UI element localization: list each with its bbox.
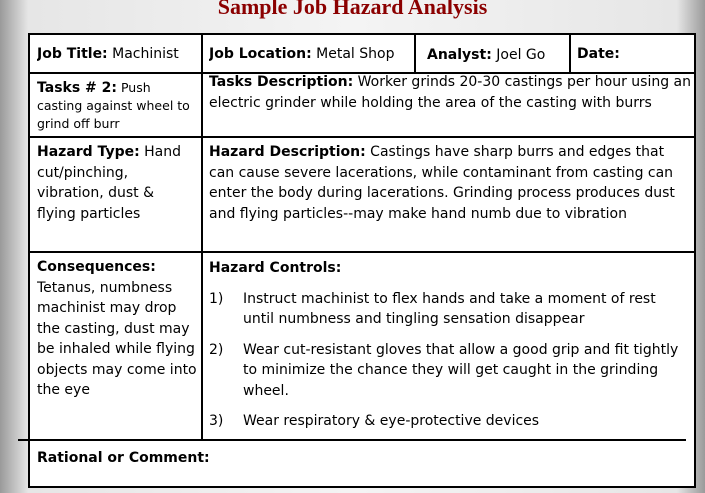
task-label: Tasks # 2: xyxy=(37,80,117,96)
job-location-cell xyxy=(209,44,414,65)
control-text: Wear respiratory & eye-protective devices xyxy=(243,413,540,429)
column-divider xyxy=(201,35,203,441)
job-title-cell xyxy=(37,44,197,65)
task-value: Push casting against wheel to grind off burr xyxy=(37,80,190,131)
row-divider xyxy=(18,439,686,441)
hazard-controls-label: Hazard Controls: xyxy=(209,260,342,276)
control-text: Instruct machinist to flex hands and take a moment of rest until numbness and tingling sensation disappear xyxy=(243,290,656,327)
analyst-cell xyxy=(427,45,567,66)
job-location-label: Job Location: xyxy=(209,46,312,62)
date-label: Date: xyxy=(577,46,620,62)
consequences-cell xyxy=(37,257,199,401)
rational-cell xyxy=(37,448,437,469)
task-cell xyxy=(37,79,199,133)
rational-label: Rational or Comment: xyxy=(37,450,210,466)
hazard-controls-cell xyxy=(209,258,689,432)
consequences-label: Consequences: xyxy=(37,259,156,275)
job-location-value: Metal Shop xyxy=(316,46,395,62)
date-cell xyxy=(577,44,692,65)
control-number: 2) xyxy=(209,341,224,358)
hazard-controls-list xyxy=(209,289,689,432)
control-number: 1) xyxy=(209,290,224,307)
column-divider xyxy=(569,35,571,72)
hazard-analysis-form xyxy=(28,33,696,488)
hazard-type-value: Hand cut/pinching, vibration, dust & flying particles xyxy=(37,144,182,222)
row-divider xyxy=(30,136,694,138)
hazard-type-cell xyxy=(37,142,197,224)
hazard-type-label: Hazard Type: xyxy=(37,144,140,160)
job-title-value: Machinist xyxy=(112,46,179,62)
hazard-description-label: Hazard Description: xyxy=(209,144,366,160)
page-title: Sample Job Hazard Analysis xyxy=(217,0,488,19)
control-item xyxy=(209,289,689,330)
task-description-label: Tasks Description: xyxy=(209,74,354,90)
control-number: 3) xyxy=(209,413,224,429)
analyst-label: Analyst: xyxy=(427,47,492,63)
control-item xyxy=(209,340,689,402)
job-title-label: Job Title: xyxy=(37,46,108,62)
row-divider xyxy=(30,251,694,253)
control-item xyxy=(209,411,689,432)
hazard-description-value: Castings have sharp burrs and edges that can cause severe lacerations, while contaminant from casting can enter the body during lacerations. Grinding process produces dust and flying particles--may make hand numb due to vibration xyxy=(209,144,675,222)
consequences-value: Tetanus, numbness machinist may drop the casting, dust may be inhaled while flying objects may come into the eye xyxy=(37,279,197,398)
column-divider xyxy=(414,35,416,72)
hazard-description-cell xyxy=(209,142,691,224)
task-description-cell xyxy=(209,72,691,113)
task-description-value: Worker grinds 20-30 castings per hour using an electric grinder while holding the area of the casting with burrs xyxy=(209,74,691,111)
analyst-value: Joel Go xyxy=(496,47,546,63)
control-text: Wear cut-resistant gloves that allow a good grip and fit tightly to minimize the chance they will get caught in the grinding wheel. xyxy=(243,341,679,399)
